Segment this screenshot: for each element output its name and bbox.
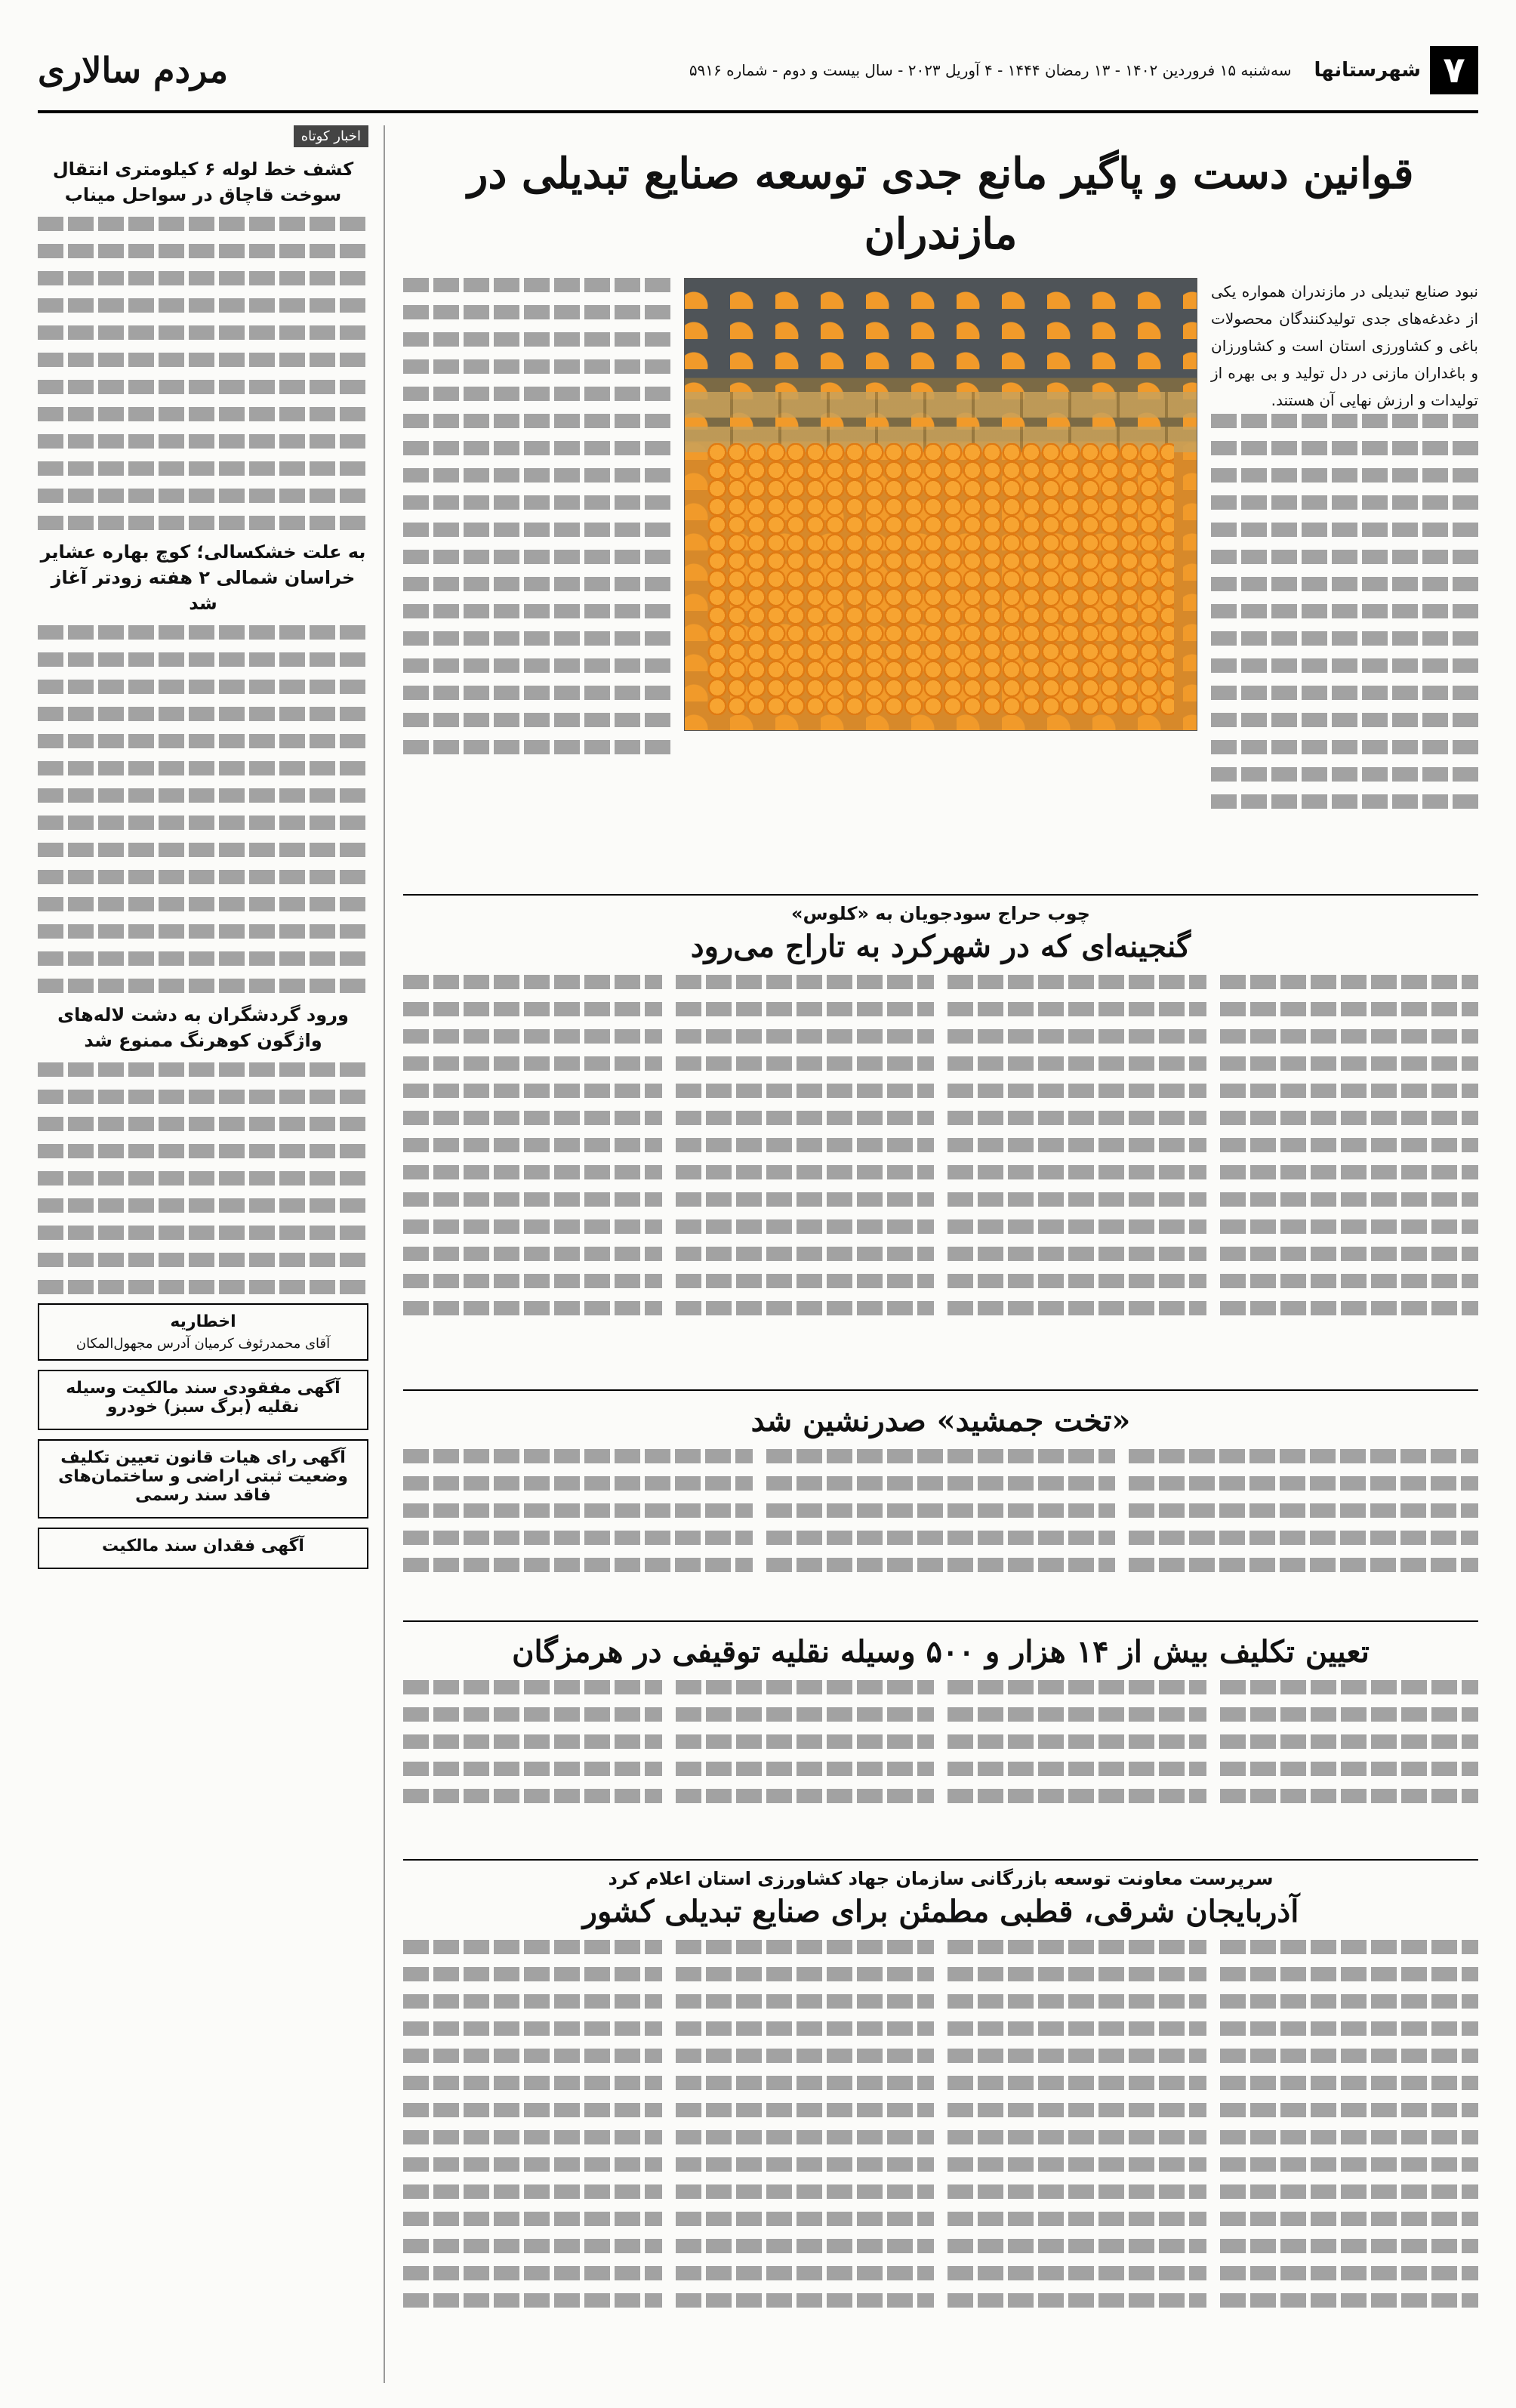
- section-name: شهرستانها: [1314, 59, 1421, 82]
- lead-intro: نبود صنایع تبدیلی در مازندران همواره یکی از دغدغه‌های جدی تولیدکنندگان محصولات باغی و کشاورزی استان است و کشاورزان و باغداران مازنی در دل تولید و بی بهره از تولیدات و ارزش نهایی آن هستند.: [1211, 282, 1478, 409]
- short-news-title: کشف خط لوله ۶ کیلومتری انتقال سوخت قاچاق در سواحل میناب: [52, 159, 354, 205]
- story-kicker: چوب حراج سودجویان به «کلوس»: [791, 903, 1090, 924]
- short-news-title: ورود گردشگران به دشت لاله‌های واژگون کوهرنگ ممنوع شد: [57, 1004, 349, 1051]
- page-number: ۷: [1430, 46, 1478, 94]
- notice-title: آگهی مفقودی سند مالکیت وسیله نقلیه (برگ سبز) خودرو: [66, 1379, 340, 1417]
- short-news-tag: اخبار کوتاه: [294, 125, 368, 147]
- lead-story: [403, 278, 1478, 882]
- story-headline: «تخت جمشید» صدرنشین شد: [750, 1403, 1131, 1438]
- masthead: [38, 30, 1478, 113]
- notice-text: آقای محمدرئوف کرمیان آدرس مجهول‌المکان: [75, 1336, 331, 1352]
- story-kicker: سرپرست معاونت توسعه بازرگانی سازمان جهاد کشاورزی استان اعلام کرد: [608, 1868, 1274, 1889]
- section-header: [1314, 46, 1478, 94]
- lead-headline: قوانین دست و پاگیر مانع جدی توسعه صنایع تبدیلی در مازندران: [467, 149, 1414, 259]
- story-takht-jamshid: [403, 1389, 1478, 1608]
- story-headline: تعیین تکلیف بیش از ۱۴ هزار و ۵۰۰ وسیله نقلیه توقیفی در هرمزگان: [512, 1634, 1370, 1670]
- notice-box: [38, 1303, 368, 1361]
- lead-text-column-2: [403, 278, 670, 882]
- story-azarbaijan: [403, 1859, 1478, 2383]
- story-headline: گنجینه‌ای که در شهرکرد به تاراج می‌رود: [690, 929, 1191, 964]
- notice-box: [38, 1439, 368, 1518]
- main-content: [403, 125, 1478, 2383]
- notice-box: [38, 1528, 368, 1569]
- oranges-photo: [684, 278, 1197, 731]
- lead-text-column: [1211, 278, 1478, 882]
- short-news-title: به علت خشکسالی؛ کوچ بهاره عشایر خراسان شمالی ۲ هفته زودتر آغاز شد: [40, 541, 366, 614]
- notice-title: آگهی رای هیات قانون تعیین تکلیف وضعیت ثبتی اراضی و ساختمان‌های فاقد سند رسمی: [58, 1448, 348, 1505]
- story-hormozgan: [403, 1620, 1478, 1847]
- paper-logo: مردم سالاری: [38, 50, 229, 91]
- sidebar: [38, 125, 385, 2383]
- story-kolous: [403, 894, 1478, 1377]
- body-text-lines: [1211, 414, 1478, 809]
- story-headline: آذربایجان شرقی، قطبی مطمئن برای صنایع تبدیلی کشور: [582, 1894, 1299, 1929]
- issue-info: سه‌شنبه ۱۵ فروردین ۱۴۰۲ - ۱۳ رمضان ۱۴۴۴ - ۴ آوریل ۲۰۲۳ - سال بیست و دوم - شماره ۵۹۱۶: [689, 61, 1292, 79]
- notice-title: اخطاریه: [170, 1312, 236, 1331]
- notice-title: آگهی فقدان سند مالکیت: [102, 1537, 304, 1555]
- notice-box: [38, 1370, 368, 1430]
